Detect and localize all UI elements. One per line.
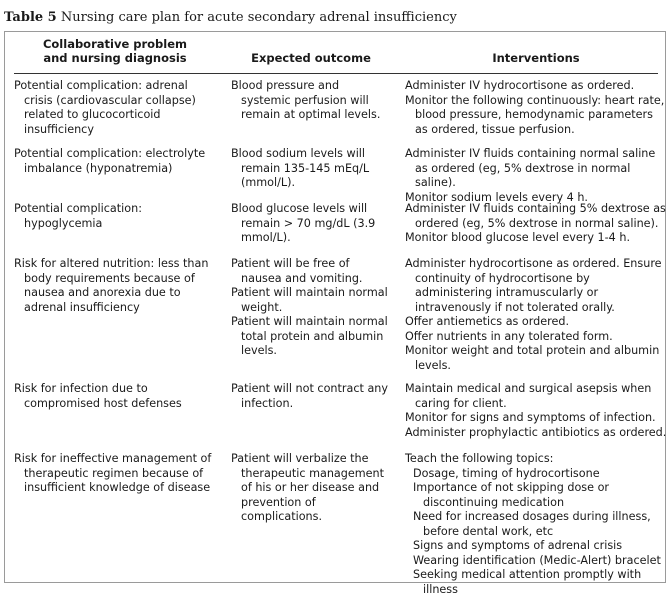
intervention-item: Administer IV hydrocortisone as ordered. xyxy=(405,79,635,92)
intervention-item: Monitor for signs and symptoms of infection. xyxy=(405,411,656,424)
teaching-topic: Importance of not skipping dose or discontinuing medication xyxy=(413,481,610,509)
header-problem-line1: Collaborative problem xyxy=(42,37,188,51)
problem-text: Risk for ineffective management of therapeutic regimen because of insufficient knowledge of disease xyxy=(14,452,212,494)
intervention-item: Offer nutrients in any tolerated form. xyxy=(405,329,613,343)
intervention-item: Administer prophylactic antibiotics as ordered. xyxy=(405,425,667,439)
outcome-item: Blood glucose levels will remain > 70 mg/dL (3.9 mmol/L). xyxy=(231,202,376,244)
row-3-interventions xyxy=(405,202,667,246)
row-4-problem xyxy=(14,257,214,315)
teaching-topic: Signs and symptoms of adrenal crisis xyxy=(413,539,623,552)
row-4-interventions xyxy=(405,257,667,373)
header-outcome: Expected outcome xyxy=(251,51,371,65)
intervention-item: Administer hydrocortisone as ordered. Ensure continuity of hydrocortisone by administering intramuscularly or intravenously if not tolerated orally. xyxy=(405,257,662,314)
header-problem-line2: and nursing diagnosis xyxy=(43,51,187,65)
row-2-problem xyxy=(14,147,214,176)
outcome-item: Patient will be free of nausea and vomiting. xyxy=(231,257,363,285)
row-1-interventions xyxy=(405,79,667,137)
header-rule xyxy=(14,73,658,74)
row-6-interventions xyxy=(405,452,667,597)
teaching-topic: Need for increased dosages during illness, before dental work, etc xyxy=(413,510,651,538)
row-1-outcome xyxy=(231,79,391,123)
outcome-item: Patient will maintain normal total protein and albumin levels. xyxy=(231,315,388,357)
outcome-item: Blood sodium levels will remain 135-145 mEq/L (mmol/L). xyxy=(231,147,370,189)
outcome-item: Patient will maintain normal weight. xyxy=(231,286,388,314)
problem-text: Potential complication: adrenal crisis (cardiovascular collapse) related to glucocorticoid insufficiency xyxy=(14,79,196,136)
outcome-item: Blood pressure and systemic perfusion will remain at optimal levels. xyxy=(231,79,381,121)
teaching-topic: Dosage, timing of hydrocortisone xyxy=(413,466,600,480)
header-interventions: Interventions xyxy=(492,51,580,65)
intervention-item: Monitor blood glucose level every 1-4 h. xyxy=(405,231,631,244)
row-2-interventions xyxy=(405,147,667,205)
row-3-outcome xyxy=(231,202,391,246)
row-2-outcome xyxy=(231,147,391,191)
outcome-item: Patient will verbalize the therapeutic management of his or her disease and prevention of complications. xyxy=(231,452,385,523)
problem-text: Potential complication: electrolyte imbalance (hyponatremia) xyxy=(14,147,206,175)
problem-text: Potential complication: hypoglycemia xyxy=(14,202,142,230)
header-problem xyxy=(30,37,200,65)
row-3-problem xyxy=(14,202,214,231)
intervention-item: Administer IV fluids containing normal saline as ordered (eg, 5% dextrose in normal saline). xyxy=(405,147,656,189)
table-caption xyxy=(4,9,457,27)
intervention-item: Maintain medical and surgical asepsis when caring for client. xyxy=(405,382,652,410)
teaching-topic: Seeking medical attention promptly with illness xyxy=(413,568,642,596)
row-6-problem xyxy=(14,452,214,496)
intervention-item: Teach the following topics: xyxy=(405,452,554,465)
row-5-interventions xyxy=(405,382,667,440)
teaching-topic: Wearing identification (Medic-Alert) bracelet xyxy=(413,553,661,567)
intervention-item: Monitor weight and total protein and albumin levels. xyxy=(405,344,660,372)
row-5-problem xyxy=(14,382,214,411)
table-label: Table 5 xyxy=(4,10,57,25)
outcome-item: Patient will not contract any infection. xyxy=(231,382,389,410)
row-6-outcome xyxy=(231,452,391,525)
row-4-outcome xyxy=(231,257,391,359)
row-5-outcome xyxy=(231,382,391,411)
intervention-item: Administer IV fluids containing 5% dextrose as ordered (eg, 5% dextrose in normal saline). xyxy=(405,202,666,230)
row-1-problem xyxy=(14,79,214,137)
intervention-item: Monitor sodium levels every 4 h. xyxy=(405,190,588,204)
intervention-item: Monitor the following continuously: heart rate, blood pressure, hemodynamic parameters as ordered, tissue perfusion. xyxy=(405,93,665,136)
problem-text: Risk for altered nutrition: less than body requirements because of nausea and anorexia due to adrenal insufficiency xyxy=(14,257,209,314)
intervention-item: Offer antiemetics as ordered. xyxy=(405,315,570,328)
problem-text: Risk for infection due to compromised host defenses xyxy=(14,382,182,410)
table-title: Nursing care plan for acute secondary adrenal insufficiency xyxy=(60,10,457,25)
